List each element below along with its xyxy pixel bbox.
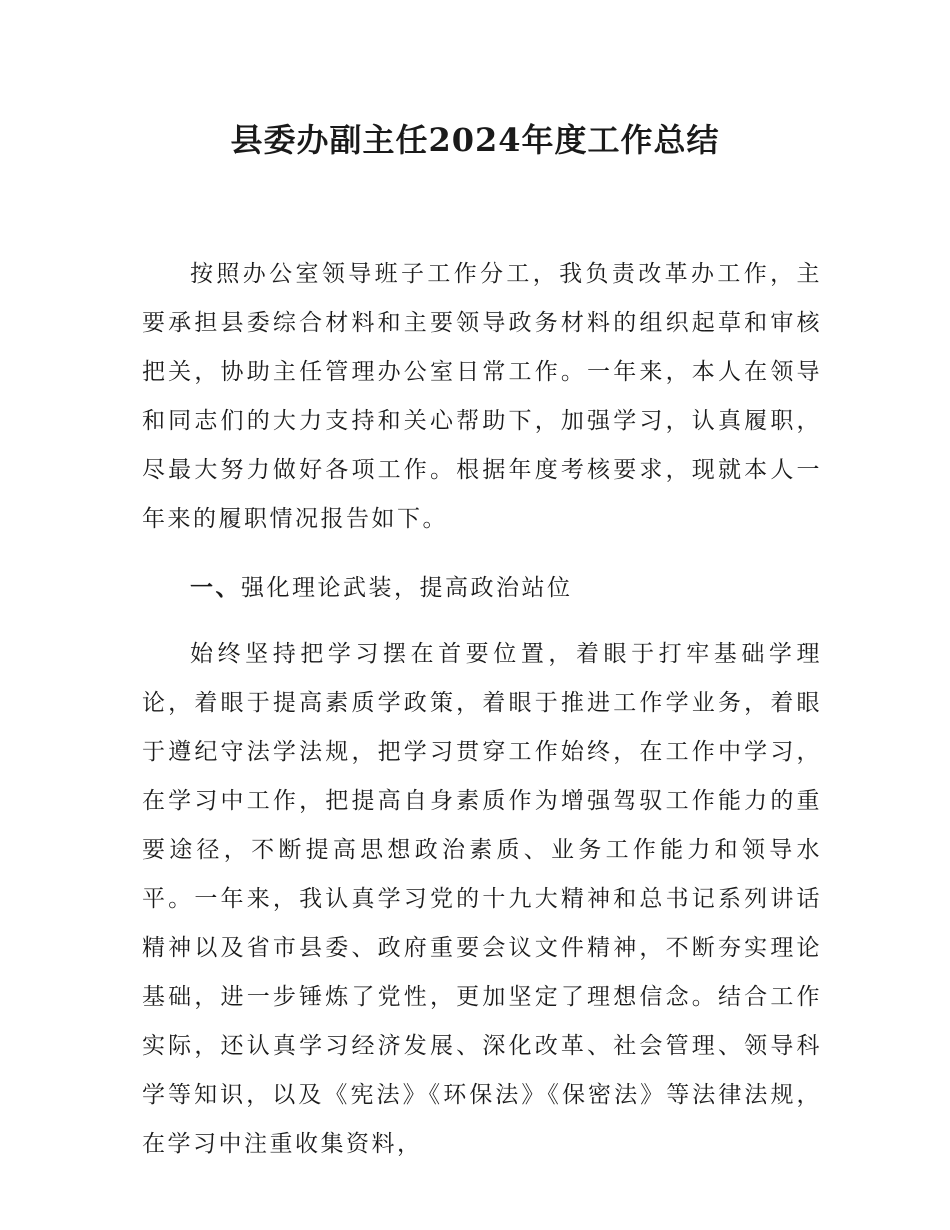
intro-section (142, 250, 822, 544)
section-heading (142, 563, 822, 613)
section-heading-number: 一、 (190, 574, 241, 601)
section-heading-1 (142, 563, 822, 613)
intro-paragraph: 按照办公室领导班子工作分工，我负责改革办工作，主要承担县委综合材料和主要领导政务材料的组织起草和审核把关，协助主任管理办公室日常工作。一年来，本人在领导和同志们的大力支持和关心帮助下，加强学习，认真履职，尽最大努力做好各项工作。根据年度考核要求，现就本人一年来的履职情况报告如下。 (142, 261, 822, 532)
section-1-body (142, 630, 822, 1169)
section-1-paragraph: 始终坚持把学习摆在首要位置，着眼于打牢基础学理论，着眼于提高素质学政策，着眼于推进工作学业务，着眼于遵纪守法学法规，把学习贯穿工作始终，在工作中学习，在学习中工作，把提高自身素质作为增强驾驭工作能力的重要途径，不断提高思想政治素质、业务工作能力和领导水平。一年来，我认真学习党的十九大精神和总书记系列讲话精神以及省市县委、政府重要会议文件精神，不断夯实理论基础，进一步锤炼了党性，更加坚定了理想信念。结合工作实际，还认真学习经济发展、深化改革、社会管理、领导科学等知识，以及《宪法》《环保法》《保密法》等法律法规，在学习中注重收集资料， (142, 641, 822, 1157)
section-heading-text: 强化理论武装，提高政治站位 (241, 575, 573, 601)
document-title: 县委办副主任2024年度工作总结 (230, 121, 720, 159)
